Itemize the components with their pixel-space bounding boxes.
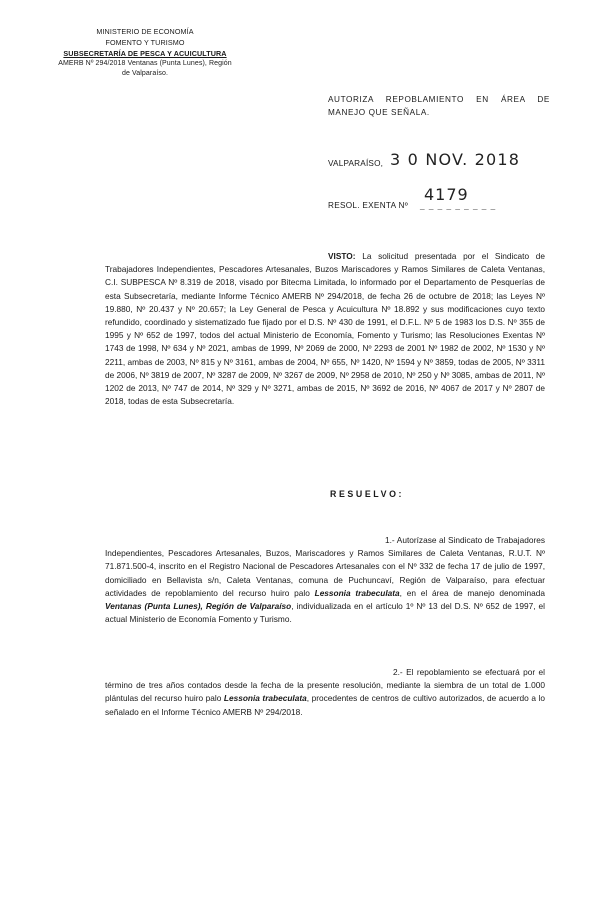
article-1-text-b: , en el área de manejo denominada	[399, 587, 545, 598]
ministry-subtitle: FOMENTO Y TURISMO	[105, 38, 185, 47]
ministry-name: MINISTERIO DE ECONOMÍA	[96, 27, 194, 36]
article-2-text-a: 2.- El repoblamiento se efectuará por el término de tres años contados desde la fecha de la presente resolución, mediante la siembra de un total de 1.000 plántulas del recurso huiro palo	[105, 667, 545, 704]
article-1-text-a: 1.- Autorízase al Sindicato de Trabajadores Independientes, Pescadores Artesanales, Buzos, Mariscadores y Ramos Similares de Caleta Ventanas, R.U.T. Nº 71.871.500-4, inscrito en el Registro Nacional de Pescadores Artesanales con el Nº 332 de fecha 17 de julio de 1997, domiciliado en Bellavista s/n, Caleta Ventanas, comuna de Puchuncaví, Región de Valparaíso, para efectuar actividades de repoblamiento del recurso huiro palo	[105, 535, 545, 598]
resolution-label: RESOL. EXENTA Nº	[328, 201, 408, 210]
place-label: VALPARAÍSO,	[328, 159, 384, 168]
visto-paragraph	[105, 250, 545, 408]
article-1-paragraph	[105, 534, 545, 626]
article-2-text-b: , procedentes de centros de cultivo autorizados, de acuerdo a lo señalado en el Informe Técnico AMERB Nº 294/2018.	[105, 693, 545, 717]
visto-body: La solicitud presentada por el Sindicato de Trabajadores Independientes, Pescadores Artesanales, Buzos Mariscadores y Ramos Similares de Caleta Ventanas, C.I. SUBPESCA Nº 8.319 de 2018, visado por Bitecma Limitada, lo informado por el Departamento de Pesquerías de esta Subsecretaría, mediante Informe Técnico AMERB Nº 294/2018, de fecha 26 de octubre de 2018; las Leyes Nº 19.880, Nº 20.437 y Nº 20.657; la Ley General de Pesca y Acuicultura Nº 18.892 y sus modificaciones cuyo texto refundido, coordinado y sistematizado fue fijado por el D.S. Nº 430 de 1991, el D.F.L. Nº 5 de 1983 los D.S. Nº 355 de 1995 y Nº 652 de 1997, todos del actual Ministerio de Economía, Fomento y Turismo; las Resoluciones Exentas Nº 1743 de 1998, Nº 634 y Nº 2021, ambas de 1999, Nº 2069 de 2000, Nº 2293 de 2001 Nº 1982 de 2002, Nº 1530 y Nº 2211, ambas de 2003, Nº 815 y Nº 3161, ambas de 2004, Nº 655, Nº 1420, Nº 1594 y Nº 3859, todas de 2005, Nº 3311 de 2006, Nº 3819 de 2007, Nº 3287 de 2009, Nº 3267 de 2009, Nº 2958 de 2010, Nº 250 y Nº 3085, ambas de 2011, Nº 1202 de 2013, Nº 747 de 2014, Nº 329 y Nº 3271, ambas de 2015, Nº 3692 de 2016, Nº 4067 de 2017 y Nº 2807 de 2018, todas de esta Subsecretaría.	[105, 251, 545, 407]
article-1-area: Ventanas (Punta Lunes), Región de Valparaíso	[105, 601, 292, 612]
resolution-number-line	[328, 185, 568, 215]
article-1-species: Lessonia trabeculata	[314, 587, 400, 598]
amerb-reference: AMERB Nº 294/2018 Ventanas (Punta Lunes), Región	[58, 60, 232, 67]
article-2-species: Lessonia trabeculata	[223, 693, 307, 704]
article-1-text-c: , individualizada en el artículo 1º Nº 13 del D.S. Nº 652 de 1997, el actual Ministerio de Economía Fomento y Turismo.	[105, 601, 545, 625]
resolution-summary: AUTORIZA REPOBLAMIENTO EN ÁREA DE MANEJO QUE SEÑALA.	[328, 95, 550, 117]
letterhead	[40, 26, 250, 79]
article-2-paragraph	[105, 666, 545, 719]
resolution-number: 4179	[424, 185, 469, 204]
date-stamp: 3 0 NOV. 2018	[390, 150, 521, 169]
resuelvo-heading: RESUELVO:	[330, 489, 405, 499]
resolution-blank: _ _ _ _ _ _ _ _ _	[420, 201, 497, 210]
amerb-region: de Valparaíso.	[121, 70, 169, 77]
place-date-line	[328, 150, 568, 174]
visto-label: VISTO:	[328, 251, 356, 261]
undersecretariat-name: SUBSECRETARÍA DE PESCA Y ACUICULTURA	[63, 49, 227, 58]
